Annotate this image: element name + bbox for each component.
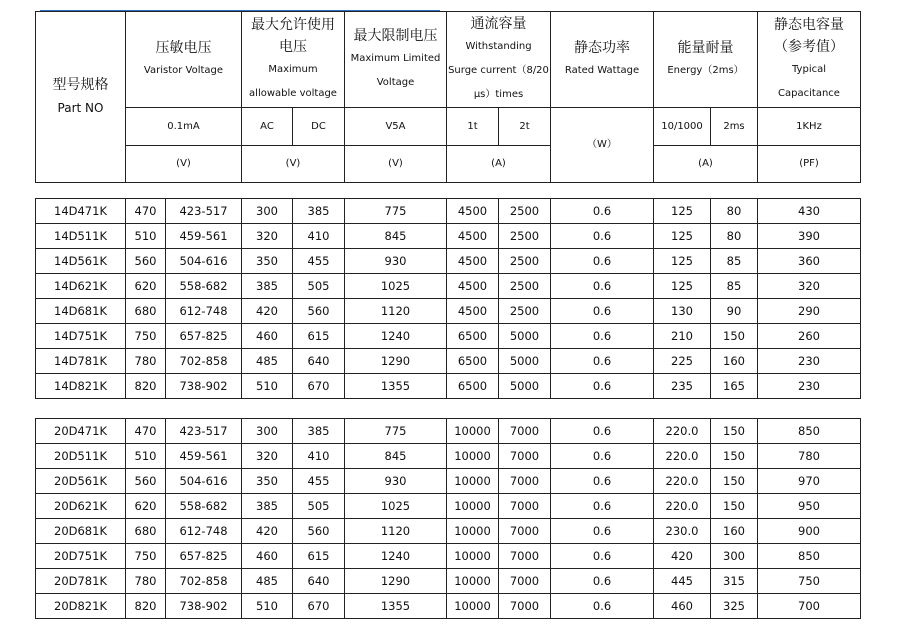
cell-energy-2ms: 85: [711, 249, 758, 274]
cell-energy-10-1000: 210: [654, 324, 711, 349]
cell-dc-voltage: 410: [293, 224, 345, 249]
cell-limited-voltage: 1240: [345, 544, 447, 569]
table-row: [36, 249, 861, 274]
cell-surge-1t: 10000: [447, 419, 499, 444]
cell-voltage-range: 504-616: [166, 249, 242, 274]
cell-energy-10-1000: 220.0: [654, 444, 711, 469]
cell-capacitance: 850: [758, 544, 861, 569]
cell-voltage-range: 423-517: [166, 199, 242, 224]
cell-energy-10-1000: 220.0: [654, 469, 711, 494]
cell-energy-10-1000: 230.0: [654, 519, 711, 544]
cell-surge-2t: 5000: [499, 349, 551, 374]
cell-part-no: 14D781K: [36, 349, 126, 374]
cell-energy-2ms: 315: [711, 569, 758, 594]
cell-energy-10-1000: 235: [654, 374, 711, 399]
cell-varistor-voltage: 680: [126, 299, 166, 324]
cell-part-no: 20D781K: [36, 569, 126, 594]
cell-capacitance: 900: [758, 519, 861, 544]
cell-dc-voltage: 505: [293, 274, 345, 299]
cell-rated-wattage: 0.6: [551, 224, 654, 249]
header-part-no: 型号规格 Part NO: [36, 12, 126, 183]
cell-surge-1t: 4500: [447, 199, 499, 224]
cell-ac-voltage: 300: [242, 199, 293, 224]
table-row: [36, 494, 861, 519]
cell-voltage-range: 612-748: [166, 299, 242, 324]
cell-surge-2t: 7000: [499, 519, 551, 544]
cell-capacitance: 780: [758, 444, 861, 469]
cell-energy-2ms: 160: [711, 349, 758, 374]
cell-energy-10-1000: 125: [654, 249, 711, 274]
spec-table-20d: [35, 418, 861, 619]
cell-part-no: 20D471K: [36, 419, 126, 444]
cell-energy-2ms: 80: [711, 199, 758, 224]
cell-limited-voltage: 930: [345, 249, 447, 274]
cell-capacitance: 230: [758, 374, 861, 399]
cell-rated-wattage: 0.6: [551, 374, 654, 399]
cell-energy-2ms: 165: [711, 374, 758, 399]
cell-voltage-range: 738-902: [166, 594, 242, 619]
cell-energy-10-1000: 220.0: [654, 494, 711, 519]
table-row: [36, 224, 861, 249]
cell-limited-voltage: 1240: [345, 324, 447, 349]
cell-capacitance: 290: [758, 299, 861, 324]
cell-energy-10-1000: 420: [654, 544, 711, 569]
table-row: [36, 274, 861, 299]
cell-surge-2t: 5000: [499, 374, 551, 399]
cell-capacitance: 260: [758, 324, 861, 349]
cell-energy-2ms: 80: [711, 224, 758, 249]
cell-varistor-voltage: 560: [126, 469, 166, 494]
cell-voltage-range: 504-616: [166, 469, 242, 494]
cell-capacitance: 230: [758, 349, 861, 374]
header-varistor-voltage: 压敏电压 Varistor Voltage: [126, 12, 242, 108]
cell-energy-2ms: 300: [711, 544, 758, 569]
cell-surge-1t: 6500: [447, 349, 499, 374]
cell-capacitance: 390: [758, 224, 861, 249]
cell-ac-voltage: 385: [242, 274, 293, 299]
cell-ac-voltage: 485: [242, 569, 293, 594]
cell-part-no: 14D561K: [36, 249, 126, 274]
cell-rated-wattage: 0.6: [551, 519, 654, 544]
table-row: [36, 374, 861, 399]
cell-rated-wattage: 0.6: [551, 274, 654, 299]
cell-surge-1t: 10000: [447, 519, 499, 544]
cell-dc-voltage: 560: [293, 519, 345, 544]
sub-v5a: V5A: [345, 108, 447, 146]
cell-capacitance: 320: [758, 274, 861, 299]
cell-limited-voltage: 775: [345, 199, 447, 224]
cell-rated-wattage: 0.6: [551, 544, 654, 569]
cell-part-no: 14D511K: [36, 224, 126, 249]
cell-surge-2t: 2500: [499, 249, 551, 274]
cell-ac-voltage: 300: [242, 419, 293, 444]
cell-energy-10-1000: 125: [654, 224, 711, 249]
cell-varistor-voltage: 510: [126, 444, 166, 469]
cell-limited-voltage: 1025: [345, 274, 447, 299]
cell-voltage-range: 558-682: [166, 274, 242, 299]
unit-watt: （W）: [551, 108, 654, 183]
cell-ac-voltage: 510: [242, 374, 293, 399]
cell-rated-wattage: 0.6: [551, 594, 654, 619]
sub-2t: 2t: [499, 108, 551, 146]
sub-varistor-current: 0.1mA: [126, 108, 242, 146]
cell-rated-wattage: 0.6: [551, 569, 654, 594]
cell-limited-voltage: 1120: [345, 519, 447, 544]
table-row: [36, 519, 861, 544]
cell-dc-voltage: 455: [293, 249, 345, 274]
unit-capacitance: (PF): [758, 146, 861, 183]
header-energy: 能量耐量 Energy（2ms）: [654, 12, 758, 108]
sub-2ms: 2ms: [711, 108, 758, 146]
cell-part-no: 14D821K: [36, 374, 126, 399]
cell-dc-voltage: 560: [293, 299, 345, 324]
cell-surge-2t: 5000: [499, 324, 551, 349]
cell-voltage-range: 612-748: [166, 519, 242, 544]
cell-surge-1t: 10000: [447, 569, 499, 594]
table-row: [36, 444, 861, 469]
cell-varistor-voltage: 680: [126, 519, 166, 544]
table-row: [36, 299, 861, 324]
cell-rated-wattage: 0.6: [551, 299, 654, 324]
cell-energy-2ms: 150: [711, 469, 758, 494]
cell-capacitance: 430: [758, 199, 861, 224]
cell-energy-10-1000: 220.0: [654, 419, 711, 444]
table-row: [36, 324, 861, 349]
cell-varistor-voltage: 510: [126, 224, 166, 249]
cell-ac-voltage: 320: [242, 224, 293, 249]
cell-surge-2t: 7000: [499, 569, 551, 594]
cell-surge-2t: 7000: [499, 544, 551, 569]
cell-surge-2t: 2500: [499, 224, 551, 249]
cell-voltage-range: 657-825: [166, 544, 242, 569]
cell-dc-voltage: 505: [293, 494, 345, 519]
cell-capacitance: 850: [758, 419, 861, 444]
cell-surge-1t: 4500: [447, 274, 499, 299]
cell-surge-2t: 7000: [499, 594, 551, 619]
cell-ac-voltage: 320: [242, 444, 293, 469]
cell-surge-1t: 10000: [447, 544, 499, 569]
sub-10-1000: 10/1000: [654, 108, 711, 146]
cell-ac-voltage: 460: [242, 544, 293, 569]
cell-varistor-voltage: 750: [126, 544, 166, 569]
cell-part-no: 14D681K: [36, 299, 126, 324]
table-row: [36, 419, 861, 444]
cell-voltage-range: 657-825: [166, 324, 242, 349]
cell-dc-voltage: 385: [293, 199, 345, 224]
cell-varistor-voltage: 620: [126, 274, 166, 299]
cell-energy-10-1000: 225: [654, 349, 711, 374]
cell-dc-voltage: 410: [293, 444, 345, 469]
cell-capacitance: 360: [758, 249, 861, 274]
cell-limited-voltage: 1355: [345, 374, 447, 399]
unit-allowable: (V): [242, 146, 345, 183]
cell-rated-wattage: 0.6: [551, 494, 654, 519]
cell-limited-voltage: 1355: [345, 594, 447, 619]
cell-energy-2ms: 150: [711, 444, 758, 469]
cell-varistor-voltage: 780: [126, 569, 166, 594]
cell-dc-voltage: 615: [293, 324, 345, 349]
cell-energy-2ms: 160: [711, 519, 758, 544]
table-row: [36, 544, 861, 569]
cell-voltage-range: 459-561: [166, 224, 242, 249]
cell-rated-wattage: 0.6: [551, 349, 654, 374]
cell-limited-voltage: 1120: [345, 299, 447, 324]
table-row: [36, 349, 861, 374]
header-surge-current: 通流容量 Withstanding Surge current（8/20 μs）times: [447, 12, 551, 108]
cell-surge-1t: 10000: [447, 594, 499, 619]
cell-part-no: 14D751K: [36, 324, 126, 349]
sub-ac: AC: [242, 108, 293, 146]
cell-surge-2t: 7000: [499, 469, 551, 494]
sub-1khz: 1KHz: [758, 108, 861, 146]
cell-dc-voltage: 455: [293, 469, 345, 494]
cell-varistor-voltage: 470: [126, 419, 166, 444]
unit-varistor: (V): [126, 146, 242, 183]
header-rated-wattage: 静态功率 Rated Wattage: [551, 12, 654, 108]
unit-limited: (V): [345, 146, 447, 183]
cell-surge-2t: 2500: [499, 199, 551, 224]
table-row: [36, 199, 861, 224]
cell-voltage-range: 558-682: [166, 494, 242, 519]
spec-table-14d: [35, 198, 861, 399]
cell-part-no: 20D821K: [36, 594, 126, 619]
cell-energy-10-1000: 130: [654, 299, 711, 324]
cell-surge-2t: 7000: [499, 444, 551, 469]
cell-surge-1t: 10000: [447, 469, 499, 494]
cell-capacitance: 700: [758, 594, 861, 619]
cell-capacitance: 950: [758, 494, 861, 519]
cell-surge-2t: 2500: [499, 299, 551, 324]
cell-dc-voltage: 615: [293, 544, 345, 569]
cell-rated-wattage: 0.6: [551, 249, 654, 274]
cell-limited-voltage: 845: [345, 224, 447, 249]
cell-limited-voltage: 1025: [345, 494, 447, 519]
cell-limited-voltage: 930: [345, 469, 447, 494]
cell-varistor-voltage: 780: [126, 349, 166, 374]
cell-capacitance: 970: [758, 469, 861, 494]
cell-surge-1t: 10000: [447, 494, 499, 519]
cell-limited-voltage: 845: [345, 444, 447, 469]
cell-part-no: 14D471K: [36, 199, 126, 224]
cell-capacitance: 750: [758, 569, 861, 594]
spec-header-table: [35, 11, 861, 183]
cell-part-no: 14D621K: [36, 274, 126, 299]
cell-voltage-range: 702-858: [166, 349, 242, 374]
cell-surge-1t: 10000: [447, 444, 499, 469]
cell-energy-10-1000: 460: [654, 594, 711, 619]
cell-ac-voltage: 460: [242, 324, 293, 349]
cell-part-no: 20D511K: [36, 444, 126, 469]
unit-surge: (A): [447, 146, 551, 183]
cell-surge-1t: 4500: [447, 224, 499, 249]
cell-rated-wattage: 0.6: [551, 444, 654, 469]
cell-surge-2t: 2500: [499, 274, 551, 299]
cell-ac-voltage: 485: [242, 349, 293, 374]
cell-part-no: 20D681K: [36, 519, 126, 544]
cell-varistor-voltage: 560: [126, 249, 166, 274]
cell-surge-1t: 4500: [447, 249, 499, 274]
cell-energy-2ms: 90: [711, 299, 758, 324]
cell-dc-voltage: 385: [293, 419, 345, 444]
cell-part-no: 20D751K: [36, 544, 126, 569]
cell-part-no: 20D561K: [36, 469, 126, 494]
table-row: [36, 469, 861, 494]
header-allowable-voltage: 最大允许使用 电压 Maximum allowable voltage: [242, 12, 345, 108]
table-row: [36, 594, 861, 619]
cell-varistor-voltage: 820: [126, 594, 166, 619]
cell-voltage-range: 738-902: [166, 374, 242, 399]
table-row: [36, 569, 861, 594]
cell-surge-1t: 6500: [447, 324, 499, 349]
cell-varistor-voltage: 750: [126, 324, 166, 349]
unit-energy: (A): [654, 146, 758, 183]
cell-ac-voltage: 510: [242, 594, 293, 619]
cell-energy-2ms: 150: [711, 494, 758, 519]
cell-ac-voltage: 420: [242, 519, 293, 544]
sub-1t: 1t: [447, 108, 499, 146]
header-limited-voltage: 最大限制电压 Maximum Limited Voltage: [345, 12, 447, 108]
cell-varistor-voltage: 620: [126, 494, 166, 519]
cell-limited-voltage: 1290: [345, 569, 447, 594]
cell-dc-voltage: 670: [293, 374, 345, 399]
cell-energy-10-1000: 125: [654, 199, 711, 224]
cell-voltage-range: 423-517: [166, 419, 242, 444]
cell-rated-wattage: 0.6: [551, 469, 654, 494]
cell-dc-voltage: 640: [293, 569, 345, 594]
cell-energy-10-1000: 445: [654, 569, 711, 594]
cell-varistor-voltage: 470: [126, 199, 166, 224]
header-capacitance: 静态电容量 （参考值） Typical Capacitance: [758, 12, 861, 108]
cell-ac-voltage: 385: [242, 494, 293, 519]
cell-ac-voltage: 420: [242, 299, 293, 324]
cell-surge-2t: 7000: [499, 419, 551, 444]
cell-surge-1t: 4500: [447, 299, 499, 324]
cell-surge-1t: 6500: [447, 374, 499, 399]
cell-energy-2ms: 325: [711, 594, 758, 619]
cell-ac-voltage: 350: [242, 469, 293, 494]
cell-dc-voltage: 670: [293, 594, 345, 619]
cell-energy-10-1000: 125: [654, 274, 711, 299]
cell-voltage-range: 459-561: [166, 444, 242, 469]
cell-energy-2ms: 150: [711, 419, 758, 444]
cell-surge-2t: 7000: [499, 494, 551, 519]
cell-rated-wattage: 0.6: [551, 199, 654, 224]
cell-rated-wattage: 0.6: [551, 324, 654, 349]
cell-varistor-voltage: 820: [126, 374, 166, 399]
cell-dc-voltage: 640: [293, 349, 345, 374]
cell-voltage-range: 702-858: [166, 569, 242, 594]
cell-ac-voltage: 350: [242, 249, 293, 274]
cell-limited-voltage: 775: [345, 419, 447, 444]
sub-dc: DC: [293, 108, 345, 146]
cell-part-no: 20D621K: [36, 494, 126, 519]
cell-energy-2ms: 150: [711, 324, 758, 349]
cell-rated-wattage: 0.6: [551, 419, 654, 444]
cell-limited-voltage: 1290: [345, 349, 447, 374]
cell-energy-2ms: 85: [711, 274, 758, 299]
